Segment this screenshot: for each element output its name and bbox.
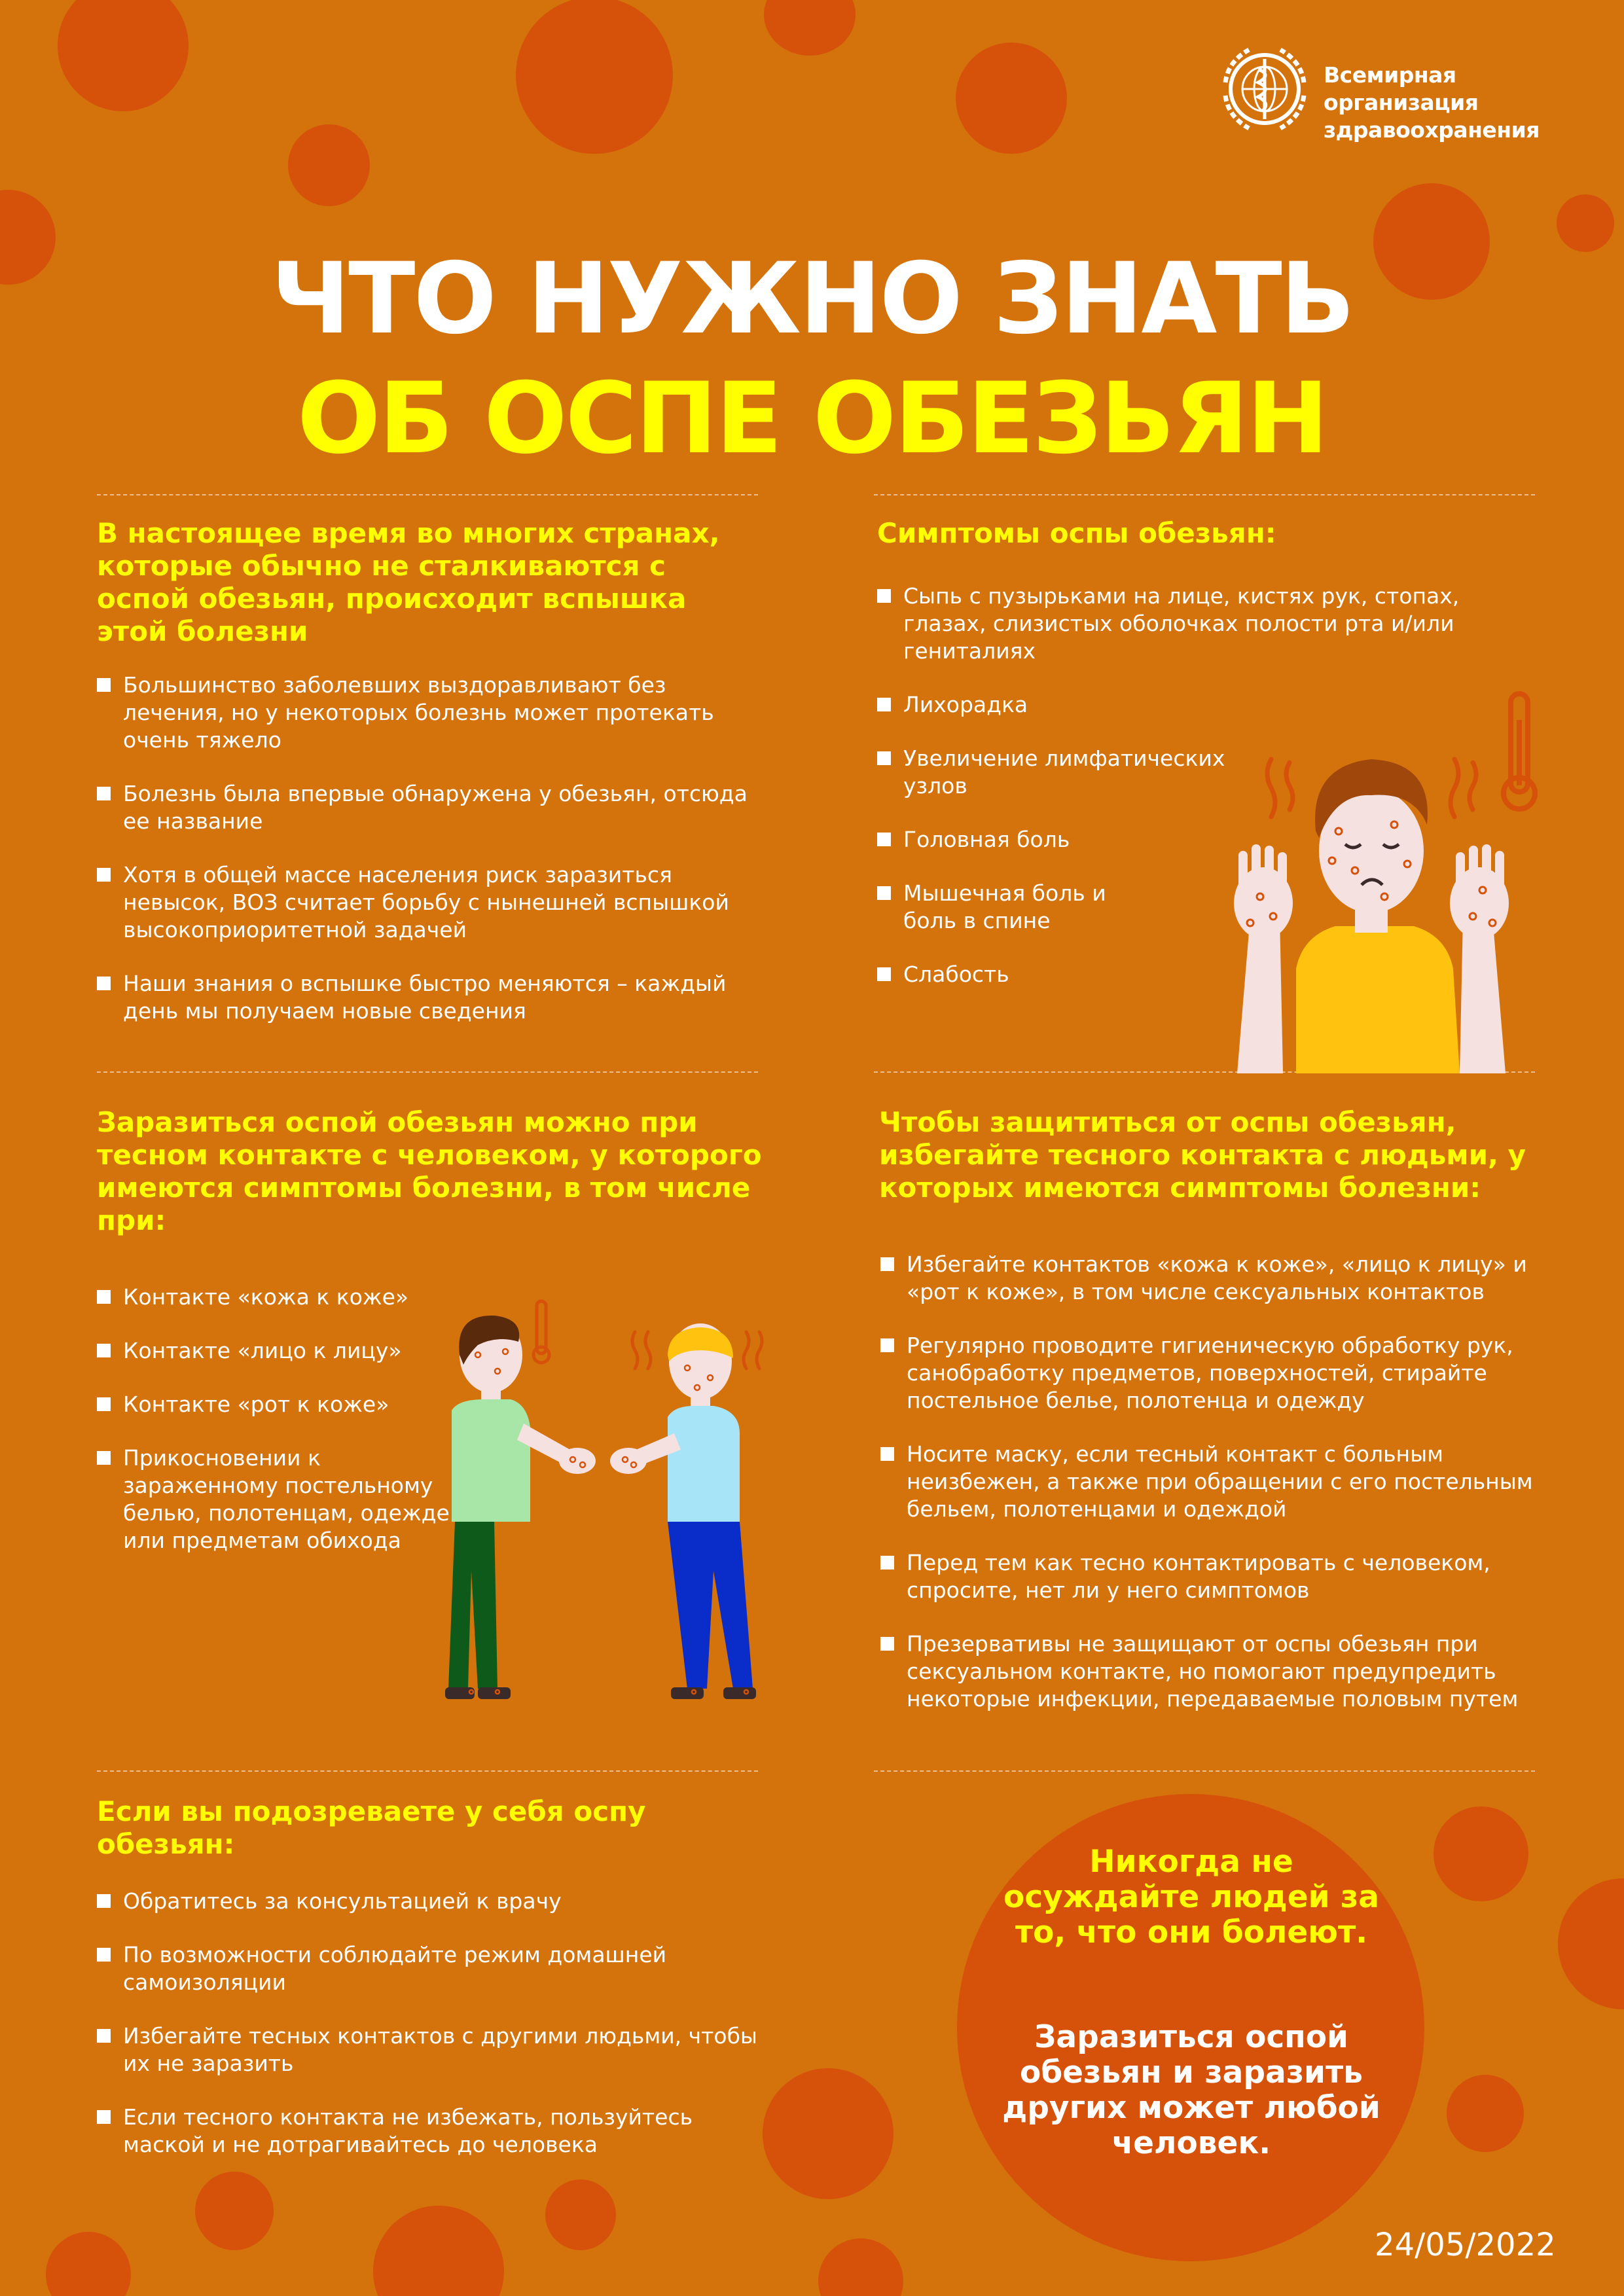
bullet-icon	[880, 1447, 894, 1461]
symptoms-heading: Симптомы оспы обезьян:	[877, 517, 1276, 549]
bullet-icon	[97, 868, 111, 882]
list-item-text: Болезнь была впервые обнаружена у обезьян, отсюда ее название	[123, 781, 748, 834]
list-item	[97, 780, 771, 835]
list-item-text: Презервативы не защищают от оспы обезьян при сексуальном контакте, но помогают предупредить некоторые инфекции, передаваемые половым путем	[907, 1631, 1519, 1712]
protection-list	[880, 1251, 1574, 1739]
bullet-icon	[877, 589, 891, 603]
list-item	[880, 1630, 1574, 1713]
org-name	[1324, 62, 1585, 144]
list-item	[97, 1283, 463, 1311]
list-item-text: Хотя в общей массе населения риск заразиться невысок, ВОЗ считает борьбу с нынешней вспышкой высокоприоритетной задачей	[123, 862, 729, 942]
outbreak-heading: В настоящее время во многих странах, которые обычно не сталкиваются с оспой обезьян, происходит вспышка этой болезни	[97, 517, 720, 647]
decor-circle	[516, 0, 673, 154]
thermometer-icon	[533, 1301, 549, 1363]
list-item-text: Сыпь с пузырьками на лице, кистях рук, стопах, глазах, слизистых оболочках полости рта и/или гениталиях	[903, 583, 1460, 664]
list-item	[97, 1391, 463, 1418]
who-logo	[1219, 43, 1585, 143]
list-item-text: Если тесного контакта не избежать, пользуйтесь маской и не дотрагивайтесь до человека	[123, 2104, 693, 2157]
bullet-icon	[97, 2110, 111, 2124]
bullet-icon	[880, 1257, 894, 1271]
bullet-icon	[877, 886, 891, 900]
list-item	[880, 1332, 1574, 1414]
list-item	[97, 861, 771, 944]
list-item-text: Слабость	[903, 961, 1009, 987]
section-divider	[874, 1770, 1535, 1772]
decor-circle	[818, 2238, 903, 2296]
org-name-line1: Всемирная организация	[1324, 62, 1479, 115]
bullet-icon	[880, 1556, 894, 1570]
bullet-icon	[97, 678, 111, 692]
bullet-icon	[97, 1397, 111, 1411]
handshake-illustration	[432, 1296, 779, 1715]
decor-circle	[956, 43, 1067, 154]
list-item	[97, 1888, 771, 1915]
list-item-text: Избегайте тесных контактов с другими людьми, чтобы их не заразить	[123, 2023, 757, 2076]
bullet-icon	[97, 1344, 111, 1357]
list-item-text: Мышечная боль и боль в спине	[903, 880, 1106, 933]
list-item	[877, 583, 1506, 665]
org-name-line2: здравоохранения	[1324, 117, 1540, 143]
decor-circle	[58, 0, 189, 111]
list-item-text: Увеличение лимфатических узлов	[903, 745, 1225, 798]
bullet-icon	[877, 967, 891, 981]
list-item-text: Избегайте контактов «кожа к коже», «лицо к лицу» и «рот к коже», в том числе сексуальных контактов	[907, 1251, 1527, 1304]
bullet-icon	[97, 1290, 111, 1304]
list-item-text: Прикосновении к зараженному постельному белью, полотенцам, одежде или предметам обихода	[123, 1445, 450, 1553]
bullet-icon	[877, 833, 891, 846]
page-title-line1: ЧТО НУЖНО ЗНАТЬ	[270, 242, 1354, 356]
bullet-icon	[880, 1338, 894, 1352]
bullet-icon	[97, 1894, 111, 1908]
list-item-text: Обратитесь за консультацией к врачу	[123, 1888, 562, 1914]
bullet-icon	[97, 1451, 111, 1465]
list-item	[880, 1441, 1574, 1523]
list-item	[880, 1549, 1574, 1604]
list-item-text: По возможности соблюдайте режим домашней самоизоляции	[123, 1942, 667, 1995]
bullet-icon	[97, 2029, 111, 2043]
list-item	[877, 880, 1165, 935]
list-item-text: Регулярно проводите гигиеническую обработку рук, санобработку предметов, поверхностей, стирайте постельное белье, полотенца и одежду	[907, 1333, 1513, 1413]
list-item	[97, 2104, 771, 2159]
bullet-icon	[97, 1948, 111, 1962]
list-item	[97, 1337, 463, 1365]
list-item	[97, 1941, 771, 1996]
transmission-heading: Заразиться оспой обезьян можно при тесном контакте с человеком, у которого имеются симптомы болезни, в том числе при:	[97, 1106, 762, 1236]
list-item-text: Носите маску, если тесный контакт с больным неизбежен, а также при обращении с его постельным бельем, полотенцами и одеждой	[907, 1441, 1533, 1522]
list-item-text: Большинство заболевших выздоравливают без лечения, но у некоторых болезнь может протекать очень тяжело	[123, 672, 714, 753]
sick-person-illustration	[1198, 681, 1545, 1073]
list-item-text: Контакте «кожа к коже»	[123, 1284, 409, 1310]
callout-text-secondary: Заразиться оспой обезьян и заразить других может любой человек.	[1002, 2019, 1380, 2161]
transmission-list	[97, 1283, 463, 1581]
decor-circle	[1447, 2075, 1524, 2152]
decor-circle	[764, 0, 856, 56]
protection-heading: Чтобы защититься от оспы обезьян, избегайте тесного контакта с людьми, у которых имеются симптомы болезни:	[879, 1106, 1526, 1204]
list-item	[880, 1251, 1574, 1306]
suspect-heading: Если вы подозреваете у себя оспу обезьян:	[97, 1795, 646, 1860]
bullet-icon	[877, 698, 891, 711]
decor-circle	[288, 124, 370, 206]
decor-circle	[763, 2068, 893, 2199]
list-item	[97, 2022, 771, 2077]
decor-circle	[545, 2179, 616, 2250]
decor-circle	[1434, 1806, 1528, 1901]
decor-circle	[373, 2206, 504, 2296]
list-item-text: Лихорадка	[903, 692, 1028, 717]
list-item-text: Контакте «лицо к лицу»	[123, 1338, 402, 1363]
list-item	[97, 1444, 450, 1554]
list-item	[97, 970, 771, 1025]
list-item-text: Контакте «рот к коже»	[123, 1391, 389, 1417]
list-item-text: Наши знания о вспышке быстро меняются – каждый день мы получаем новые сведения	[123, 971, 727, 1024]
outbreak-list	[97, 672, 771, 1051]
bullet-icon	[877, 751, 891, 765]
list-item-text: Перед тем как тесно контактировать с человеком, спросите, нет ли у него симптомов	[907, 1550, 1490, 1603]
who-emblem-icon	[1219, 43, 1310, 135]
publication-date: 24/05/2022	[1375, 2227, 1556, 2263]
section-divider	[97, 1071, 758, 1073]
bullet-icon	[97, 787, 111, 800]
thermometer-icon	[1504, 694, 1535, 809]
section-divider	[97, 494, 758, 495]
decor-circle	[46, 2232, 131, 2296]
section-divider	[874, 494, 1535, 495]
section-divider	[97, 1770, 758, 1772]
decor-circle	[1558, 1878, 1624, 2009]
list-item	[97, 672, 771, 754]
page-title-line2: ОБ ОСПЕ ОБЕЗЬЯН	[297, 362, 1327, 476]
bullet-icon	[97, 977, 111, 990]
suspect-list	[97, 1888, 771, 2185]
callout-text-primary: Никогда не осуждайте людей за то, что они болеют.	[1003, 1844, 1379, 1950]
list-item-text: Головная боль	[903, 827, 1070, 852]
bullet-icon	[880, 1637, 894, 1651]
